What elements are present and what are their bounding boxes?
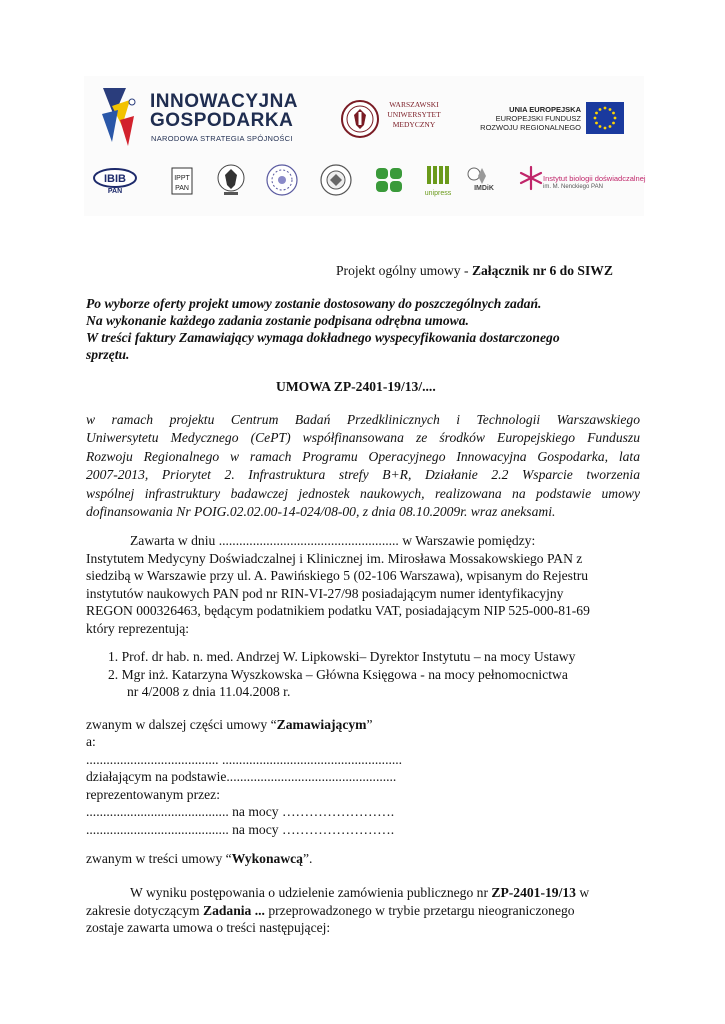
and-label: a:: [86, 734, 96, 749]
representative-blank-1: .......................................... na mocy …………………….: [86, 804, 395, 820]
intro-line-3: Rozwoju Regionalnego w ramach Programu Operacyjnego Innowacyjna Gospodarka, lata: [86, 448, 640, 464]
logo-line-1: INNOWACYJNA: [150, 91, 299, 112]
green-blocks-logo: [375, 166, 403, 194]
final-line-1-end: w: [575, 885, 590, 900]
contractor-block: [86, 733, 402, 839]
wum-line-1: WARSZAWSKI: [389, 100, 439, 109]
final-line-2: [86, 902, 589, 920]
contractor-name: Wykonawcą: [231, 851, 303, 866]
final-paragraph: [86, 884, 589, 937]
final-line-2-text: zakresie dotyczącym: [86, 902, 203, 918]
ue-line-3: ROZWOJU REGIONALNEGO: [480, 123, 581, 132]
attachment-prefix: Projekt ogólny umowy -: [336, 263, 472, 278]
nencki-star-icon: [518, 164, 544, 192]
final-line-2-end: przeprowadzonego w trybie przetargu nieograniczonego: [264, 902, 575, 918]
intro-line-1: w ramach projektu Centrum Badań Przedklinicznych i Technologii Warszawskiego: [86, 412, 640, 427]
contractor-line: [86, 850, 312, 867]
ibib-logo: [93, 168, 137, 194]
ordering-suffix: ”: [366, 717, 373, 732]
note-line-2: Na wykonanie każdego zadania zostanie podpisana odrębna umowa.: [86, 313, 469, 328]
note-line-3: W treści faktury Zamawiający wymaga dokładnego wyspecyfikowania dostarczonego: [86, 330, 560, 345]
ordering-prefix: zwanym w dalszej części umowy “: [86, 717, 277, 732]
attachment-label: [336, 262, 613, 279]
intro-line-4: 2007-2013, Priorytet 2. Infrastruktura strefy B+R, Działanie 2.2 Wsparcie tworzenia: [86, 467, 640, 483]
note-line-4: sprzętu.: [86, 347, 130, 362]
ippt-text: IPPT: [174, 175, 190, 182]
imdik-text: IMDiK: [474, 185, 494, 192]
institute-seal-1-logo: [265, 163, 299, 197]
nencki-line-1: Instytut biologii doświadczalnej: [543, 174, 646, 183]
ibib-pan-text: PAN: [107, 188, 123, 194]
parties-paragraph: [86, 532, 590, 638]
parties-line-4: instytutów naukowych PAN pod nr RIN-VI-27/98 posiadającym numer identyfikacyjny: [86, 585, 564, 601]
representative-2-detail: nr 4/2008 z dnia 11.04.2008 r.: [127, 684, 291, 700]
nencki-line-2: im. M. Nenckiego PAN: [543, 184, 603, 190]
parties-line-1: Zawarta w dniu ..................................................... w Warszawie pomiędzy:: [130, 533, 536, 548]
university-warsaw-logo: [216, 163, 246, 197]
intro-line-6: dofinansowania Nr POIG.02.02.00-14-024/08-00, z dnia 08.10.2009r. wraz aneksami.: [86, 504, 556, 520]
attachment-number: Załącznik nr 6 do SIWZ: [471, 263, 613, 278]
ordering-party-line: [86, 716, 373, 733]
contractor-prefix: zwanym w treści umowy “: [86, 851, 232, 866]
unipress-text: unipress: [424, 190, 452, 197]
intro-line-5: wspólnej infrastruktury badawczej jednostek naukowych, realizowana na podstawie umowy: [86, 485, 640, 501]
innowacyjna-gospodarka-name: [150, 92, 298, 130]
parties-line-2: Instytutem Medycyny Doświadczalnej i Klinicznej im. Mirosława Mossakowskiego PAN z: [86, 550, 583, 566]
wum-line-2: UNIWERSYTET: [387, 110, 441, 119]
wum-line-3: MEDYCZNY: [392, 120, 436, 129]
contractor-suffix: ”.: [302, 851, 313, 866]
innowacyjna-gospodarka-logo: [100, 86, 150, 150]
contract-title: UMOWA ZP-2401-19/13/....: [276, 379, 436, 394]
eu-flag-icon: [586, 102, 624, 134]
ordering-party-name: Zamawiającym: [276, 717, 367, 732]
task-reference: Zadania ...: [203, 902, 265, 918]
parties-line-3: siedzibą w Warszawie przy ul. A. Pawińskiego 5 (02-106 Warszawa), wpisanym do Rejestru: [86, 568, 589, 584]
note-block: [86, 295, 560, 363]
ue-line-2: EUROPEJSKI FUNDUSZ: [495, 114, 581, 123]
representative-2: 2. Mgr inż. Katarzyna Wyszkowska – Główna Księgowa - na mocy pełnomocnictwa: [108, 666, 568, 682]
wum-seal-icon: [340, 99, 380, 139]
wum-name: [384, 100, 444, 130]
note-line-1: Po wyborze oferty projekt umowy zostanie dostosowany do poszczególnych zadań.: [86, 296, 542, 311]
final-line-1: [86, 884, 589, 902]
unipress-logo: [421, 164, 455, 198]
parties-line-5: REGON 000326463, będącym podatnikiem podatku VAT, posiadającym NIP 525-000-81-69: [86, 603, 590, 619]
final-line-3: zostaje zawarta umowa o treści następującej:: [86, 920, 331, 936]
intro-paragraph: [86, 411, 640, 521]
contractor-name-blank: ....................................... .....................................................: [86, 751, 403, 767]
intro-line-2: Uniwersytetu Medycznego (CePT) współfinansowana ze środków Europejskiego Funduszu: [86, 430, 640, 446]
parties-line-6: który reprezentują:: [86, 620, 190, 636]
representative-blank-2: .......................................... na mocy …………………….: [86, 821, 395, 837]
nencki-name: [543, 174, 646, 192]
final-line-1-text: W wyniku postępowania o udzielenie zamówienia publicznego nr: [130, 885, 492, 900]
contractor-basis-blank: działającym na podstawie..................................................: [86, 769, 397, 785]
ippt-pan-text: PAN: [175, 185, 189, 192]
procurement-number: ZP-2401-19/13: [491, 885, 576, 900]
representatives-list: [108, 648, 575, 701]
ippt-logo: [171, 167, 193, 195]
representative-1: 1. Prof. dr hab. n. med. Andrzej W. Lipkowski– Dyrektor Instytutu – na mocy Ustawy: [108, 649, 576, 664]
ue-text: [476, 105, 581, 132]
ue-line-1: UNIA EUROPEJSKA: [509, 105, 581, 114]
logo-subtitle: NARODOWA STRATEGIA SPÓJNOŚCI: [151, 134, 293, 143]
imdik-logo: [464, 164, 500, 198]
logo-line-2: GOSPODARKA: [150, 110, 294, 131]
institute-seal-2-logo: [319, 163, 353, 197]
represented-by-label: reprezentowanym przez:: [86, 786, 220, 802]
ibib-text: IBIB: [104, 173, 126, 185]
